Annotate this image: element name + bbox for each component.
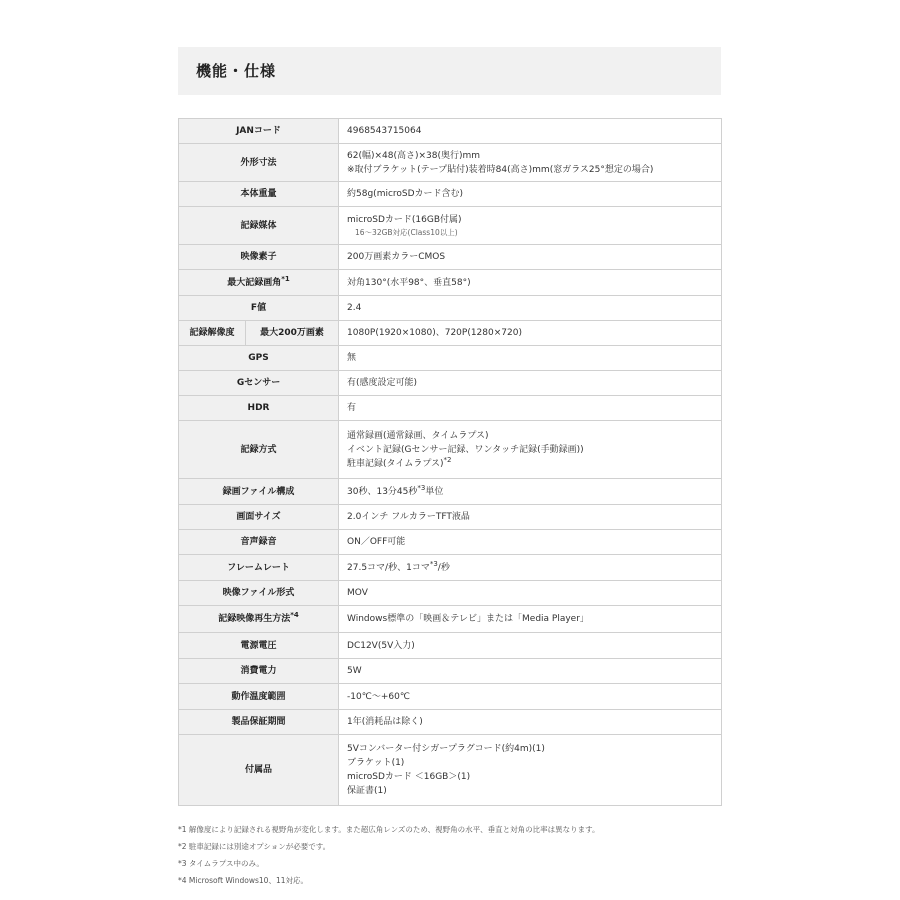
row-value: 2.4 — [339, 296, 722, 321]
row-label: JANコード — [179, 119, 339, 144]
spec-table — [178, 118, 722, 806]
row-label: 音声録音 — [179, 530, 339, 555]
footnote: *1 解像度により記録される視野角が変化します。また超広角レンズのため、視野角の水平、垂直と対角の比率は異なります。 — [178, 825, 600, 834]
table-row — [179, 581, 722, 606]
row-value: DC12V(5V入力) — [339, 633, 722, 659]
row-label: 動作温度範囲 — [179, 684, 339, 710]
row-value: 30秒、13分45秒$^{*3}$単位 — [339, 479, 722, 505]
footnotes — [178, 824, 738, 892]
row-label: GPS — [179, 346, 339, 371]
table-row — [179, 346, 722, 371]
row-value: 有(感度設定可能) — [339, 371, 722, 396]
row-label: 記録媒体 — [179, 207, 339, 245]
footnote: *3 タイムラプス中のみ。 — [178, 859, 264, 868]
section-header — [178, 47, 721, 95]
table-row — [179, 371, 722, 396]
row-value: 2.0インチ フルカラーTFT液晶 — [339, 505, 722, 530]
row-label: 記録解像度 — [179, 321, 246, 346]
row-value: 無 — [339, 346, 722, 371]
row-label: 映像ファイル形式 — [179, 581, 339, 606]
row-value: 約58g(microSDカード含む) — [339, 182, 722, 207]
row-value: 27.5コマ/秒、1コマ$^{*3}$/秒 — [339, 555, 722, 581]
table-row — [179, 182, 722, 207]
row-value: 5Vコンバーター付シガープラグコード(約4m)(1) ブラケット(1) microSDカード ＜16GB＞(1) 保証書(1) — [339, 735, 722, 806]
table-row — [179, 530, 722, 555]
page-title: 機能・仕様 — [196, 62, 277, 80]
row-label: 記録方式 — [179, 421, 339, 479]
row-value: 200万画素カラーCMOS — [339, 245, 722, 270]
table-row — [179, 296, 722, 321]
row-label: フレームレート — [179, 555, 339, 581]
table-row — [179, 633, 722, 659]
row-value: Windows標準の「映画＆テレビ」または「Media Player」 — [339, 606, 722, 633]
footnote: *2 駐車記録には別途オプションが必要です。 — [178, 842, 331, 851]
row-value: ON／OFF可能 — [339, 530, 722, 555]
row-value: 4968543715064 — [339, 119, 722, 144]
row-label: 本体重量 — [179, 182, 339, 207]
row-value: -10℃～+60℃ — [339, 684, 722, 710]
table-row — [179, 606, 722, 633]
row-label: 消費電力 — [179, 659, 339, 684]
row-value: 5W — [339, 659, 722, 684]
row-label: 記録映像再生方法$^{*4}$ — [179, 606, 339, 633]
table-row — [179, 505, 722, 530]
row-value: microSDカード(16GB付属) 16～32GB対応(Class10以上) — [339, 207, 722, 245]
row-label: 映像素子 — [179, 245, 339, 270]
table-row — [179, 207, 722, 245]
row-label: Gセンサー — [179, 371, 339, 396]
row-subnote: 16～32GB対応(Class10以上) — [355, 227, 458, 237]
row-label: HDR — [179, 396, 339, 421]
table-row — [179, 710, 722, 735]
footnote: *4 Microsoft Windows10、11対応。 — [178, 876, 308, 885]
row-value: 1年(消耗品は除く) — [339, 710, 722, 735]
table-row — [179, 270, 722, 296]
table-row — [179, 321, 722, 346]
table-row — [179, 396, 722, 421]
row-value: 62(幅)×48(高さ)×38(奥行)mm ※取付ブラケット(テープ貼付)装着時84(高さ)mm(窓ガラス25°想定の場合) — [339, 144, 722, 182]
row-sublabel: 最大200万画素 — [246, 321, 339, 346]
table-row — [179, 479, 722, 505]
row-value: MOV — [339, 581, 722, 606]
row-label: 最大記録画角$^{*1}$ — [179, 270, 339, 296]
table-row — [179, 144, 722, 182]
row-label: 外形寸法 — [179, 144, 339, 182]
row-label: F値 — [179, 296, 339, 321]
row-label: 製品保証期間 — [179, 710, 339, 735]
row-value: 1080P(1920×1080)、720P(1280×720) — [339, 321, 722, 346]
row-value: 対角130°(水平98°、垂直58°) — [339, 270, 722, 296]
table-row — [179, 245, 722, 270]
table-row — [179, 659, 722, 684]
table-row — [179, 119, 722, 144]
row-value: 有 — [339, 396, 722, 421]
table-row — [179, 421, 722, 479]
table-row — [179, 684, 722, 710]
row-label: 録画ファイル構成 — [179, 479, 339, 505]
row-value: 通常録画(通常録画、タイムラプス) イベント記録(Gセンサー記録、ワンタッチ記録(手動録画)) 駐車記録(タイムラプス)$^{*2}$ — [339, 421, 722, 479]
row-label: 電源電圧 — [179, 633, 339, 659]
row-label: 付属品 — [179, 735, 339, 806]
table-row — [179, 735, 722, 806]
table-row — [179, 555, 722, 581]
row-label: 画面サイズ — [179, 505, 339, 530]
